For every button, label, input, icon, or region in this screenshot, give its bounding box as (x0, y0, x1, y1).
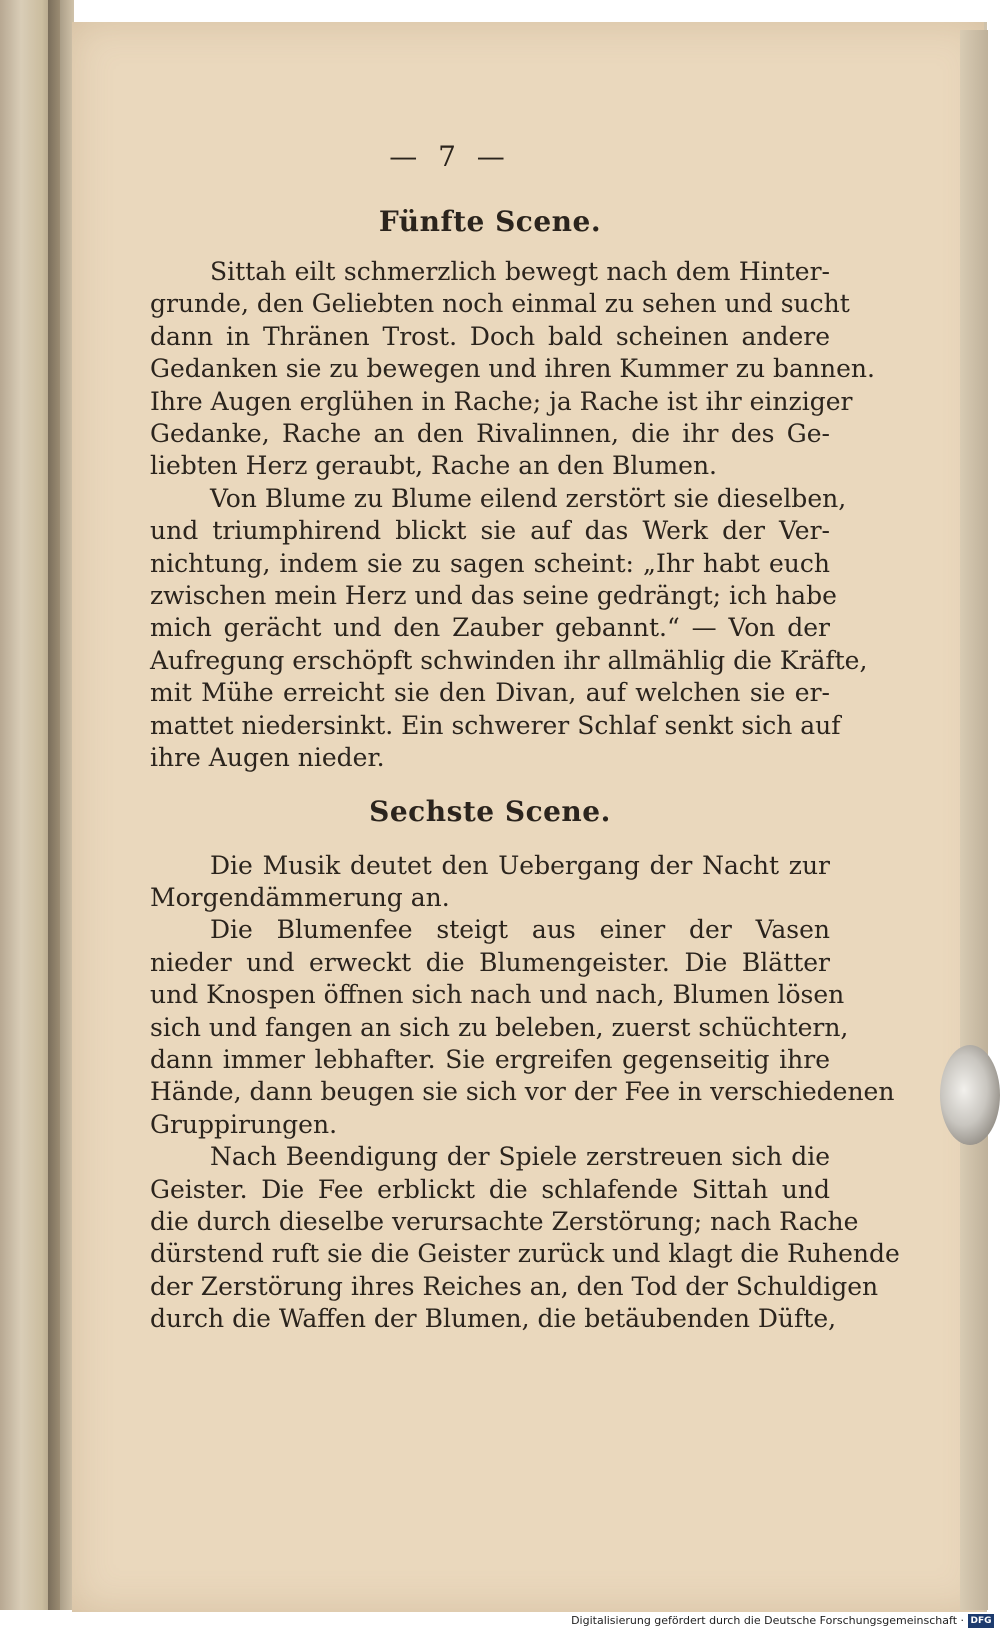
dfg-logo: DFG (968, 1614, 994, 1628)
text-line: der Zerstörung ihres Reiches an, den Tod der Schuldigen (150, 1271, 879, 1301)
scene-heading-5: Fünfte Scene. (378, 205, 602, 238)
scene-5-text (150, 256, 875, 775)
text-line: liebten Herz geraubt, Rache an den Blumen. (150, 451, 718, 481)
footer-credit: Digitalisierung gefördert durch die Deutsche Forschungsgemeinschaft · (571, 1614, 964, 1627)
text-line: dann in Thränen Trost. Doch bald scheinen andere (150, 321, 830, 351)
text-line: mit Mühe erreicht sie den Divan, auf welchen sie er- (150, 678, 830, 708)
text-line: Gruppirungen. (150, 1109, 338, 1139)
text-line: grunde, den Geliebten noch einmal zu sehen und sucht (150, 289, 850, 319)
text-line: und triumphirend blickt sie auf das Werk der Ver- (150, 516, 830, 546)
page-number: — 7 — (389, 140, 511, 173)
text-line: Hände, dann beugen sie sich vor der Fee in verschiedenen (150, 1077, 895, 1107)
page-content (150, 140, 900, 1336)
text-line: nieder und erweckt die Blumengeister. Die Blätter (150, 947, 830, 977)
text-line: Morgendämmerung an. (150, 882, 450, 912)
text-line: Die Musik deutet den Uebergang der Nacht zur (210, 850, 830, 880)
text-line: nichtung, indem sie zu sagen scheint: „Ihr habt euch (150, 548, 830, 578)
text-line: mattet niedersinkt. Ein schwerer Schlaf senkt sich auf (150, 710, 841, 740)
text-line: Sittah eilt schmerzlich bewegt nach dem Hinter- (210, 257, 830, 286)
text-line: Die Blumenfee steigt aus einer der Vasen (210, 915, 830, 945)
text-line: ihre Augen nieder. (150, 743, 385, 773)
text-line: Geister. Die Fee erblickt die schlafende Sittah und (150, 1174, 830, 1204)
page-right-edge (960, 30, 988, 1610)
text-line: dann immer lebhafter. Sie ergreifen gegenseitig ihre (150, 1044, 830, 1074)
text-line: Von Blume zu Blume eilend zerstört sie dieselben, (210, 483, 847, 513)
text-line: durch die Waffen der Blumen, die betäubenden Düfte, (150, 1304, 837, 1334)
text-line: und Knospen öffnen sich nach und nach, Blumen lösen (150, 980, 845, 1010)
text-line: Aufregung erschöpft schwinden ihr allmählig die Kräfte, (150, 645, 868, 675)
text-line: Ihre Augen erglühen in Rache; ja Rache ist ihr einziger (150, 386, 853, 416)
text-line: Gedanken sie zu bewegen und ihren Kummer zu bannen. (150, 354, 875, 384)
scene-6-text (150, 850, 900, 1336)
scene-heading-6: Sechste Scene. (369, 794, 611, 828)
binding-shadow (48, 0, 74, 1610)
page-clip (940, 1045, 1000, 1145)
text-line: dürstend ruft sie die Geister zurück und klagt die Ruhende (150, 1239, 900, 1269)
text-line: Gedanke, Rache an den Rivalinnen, die ihr des Ge- (150, 419, 830, 449)
text-line: Nach Beendigung der Spiele zerstreuen sich die (210, 1142, 830, 1172)
text-line: die durch dieselbe verursachte Zerstörung; nach Rache (150, 1206, 859, 1236)
text-line: sich und fangen an sich zu beleben, zuerst schüchtern, (150, 1012, 849, 1042)
text-line: zwischen mein Herz und das seine gedrängt; ich habe (150, 581, 837, 611)
text-line: mich gerächt und den Zauber gebannt.“ — Von der (150, 613, 830, 643)
